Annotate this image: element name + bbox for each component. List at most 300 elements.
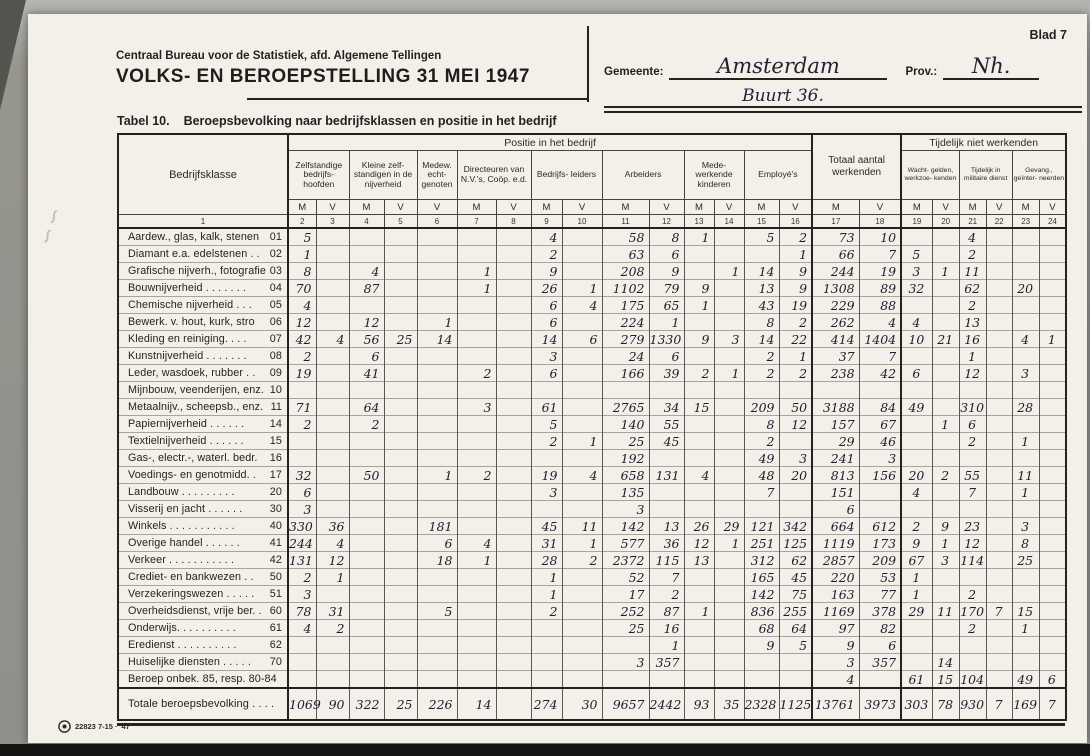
row-label-text [119,588,287,600]
table-title: Beroepsbevolking naar bedrijfsklassen en positie in het bedrijf [183,114,557,128]
value-cell: 1 [649,637,684,654]
row-label-name: Kunstnijverheid . . . . . . . [128,350,247,362]
row-label [118,228,288,246]
value-cell [932,348,959,365]
table-row [118,450,1066,467]
value-cell [1039,637,1066,654]
row-label [118,603,288,620]
value-cell: 114 [959,552,986,569]
row-code: 10 [269,384,282,396]
value-cell: 303 [901,688,932,720]
value-cell [1039,228,1066,246]
value-cell: 1 [779,246,812,263]
row-label-text [119,350,287,362]
value-cell [417,246,457,263]
value-cell: 209 [744,399,779,416]
value-cell [417,637,457,654]
value-cell: 12 [316,552,349,569]
row-label [118,569,288,586]
value-cell [959,569,986,586]
value-cell: 2 [744,365,779,382]
value-cell [714,314,744,331]
value-cell [417,654,457,671]
value-cell: 255 [779,603,812,620]
value-cell: 5 [417,603,457,620]
row-label-text [119,418,287,430]
value-cell [457,348,496,365]
table-row [118,280,1066,297]
value-cell: 1 [562,280,602,297]
row-label-name: Eredienst . . . . . . . . . . [128,639,237,651]
value-cell [349,518,384,535]
value-cell: 45 [531,518,562,535]
value-cell [316,450,349,467]
value-cell [384,552,417,569]
value-cell: 1 [1012,484,1039,501]
value-cell: 1 [531,569,562,586]
value-cell [1039,348,1066,365]
col-header-mv: M [531,200,562,215]
col-number: 5 [384,215,417,229]
value-cell: 5 [531,416,562,433]
value-cell [959,654,986,671]
value-cell: 142 [602,518,649,535]
value-cell [316,382,349,399]
value-cell [384,586,417,603]
value-cell: 8 [744,314,779,331]
value-cell: 45 [649,433,684,450]
row-label-text [119,231,287,243]
value-cell [684,654,714,671]
value-cell: 4 [562,297,602,314]
row-label-name: Visserij en jacht . . . . . . [128,503,243,515]
value-cell [496,535,531,552]
value-cell: 1330 [649,331,684,348]
value-cell: 45 [779,569,812,586]
value-cell: 14 [744,331,779,348]
row-label-name: Verzekeringswezen . . . . . [128,588,255,600]
value-cell [1012,501,1039,518]
value-cell: 1 [1012,620,1039,637]
row-label [118,535,288,552]
row-code: 02 [269,248,282,260]
value-cell [316,654,349,671]
col-number: 3 [316,215,349,229]
value-cell: 8 [744,416,779,433]
value-cell [457,246,496,263]
value-cell: 6 [531,314,562,331]
value-cell: 3188 [812,399,859,416]
value-cell: 25 [1012,552,1039,569]
value-cell [496,348,531,365]
value-cell: 43 [744,297,779,314]
value-cell: 3 [531,348,562,365]
value-cell [744,501,779,518]
value-cell [932,365,959,382]
col-number: 7 [457,215,496,229]
row-label [118,314,288,331]
value-cell [932,620,959,637]
value-cell [1012,228,1039,246]
value-cell: 930 [959,688,986,720]
col-number: 15 [744,215,779,229]
value-cell [417,620,457,637]
value-cell [1039,450,1066,467]
value-cell [901,501,932,518]
value-cell [932,314,959,331]
value-cell: 4 [349,263,384,280]
prov-field [943,56,1039,80]
col-header-mv: M [457,200,496,215]
value-cell: 7 [744,484,779,501]
value-cell: 19 [531,467,562,484]
header-divider [587,26,589,102]
value-cell [602,382,649,399]
value-cell [288,450,316,467]
row-code: 30 [269,503,282,515]
gemeente-field [669,56,887,80]
value-cell: 3 [859,450,901,467]
value-cell: 9 [812,637,859,654]
value-cell [779,382,812,399]
value-cell [1039,382,1066,399]
value-cell [562,637,602,654]
value-cell: 2 [316,620,349,637]
row-label-name: Mijnbouw, veenderijen, enz. [128,384,264,396]
printer-emblem-icon [58,720,71,733]
col-header-mv: M [959,200,986,215]
value-cell [384,620,417,637]
value-cell: 6 [1039,671,1066,689]
value-cell [562,382,602,399]
row-code: 60 [269,605,282,617]
row-label [118,467,288,484]
value-cell [349,603,384,620]
value-cell [384,348,417,365]
value-cell: 22 [779,331,812,348]
value-cell: 62 [779,552,812,569]
value-cell: 1 [932,263,959,280]
value-cell: 1 [316,569,349,586]
row-label-text [119,299,287,311]
value-cell [986,501,1012,518]
value-cell [1012,246,1039,263]
value-cell: 192 [602,450,649,467]
value-cell [986,228,1012,246]
value-cell [496,484,531,501]
value-cell [496,263,531,280]
col-header-mv: M [684,200,714,215]
value-cell [316,416,349,433]
value-cell: 5 [288,228,316,246]
value-cell: 7 [986,603,1012,620]
value-cell: 9 [684,331,714,348]
value-cell: 14 [932,654,959,671]
value-cell [986,654,1012,671]
value-cell [496,280,531,297]
col-header-mv: V [1039,200,1066,215]
value-cell [1012,416,1039,433]
value-cell [349,297,384,314]
value-cell [932,297,959,314]
col-number: 14 [714,215,744,229]
value-cell [562,484,602,501]
value-cell [1012,314,1039,331]
value-cell [531,654,562,671]
value-cell: 55 [959,467,986,484]
value-cell: 1 [562,433,602,450]
value-cell [496,297,531,314]
col-header-mv: M [812,200,859,215]
value-cell [417,263,457,280]
value-cell [496,365,531,382]
value-cell: 13 [649,518,684,535]
value-cell [986,416,1012,433]
value-cell: 29 [714,518,744,535]
value-cell [779,484,812,501]
value-cell [384,280,417,297]
value-cell [384,535,417,552]
value-cell: 7 [986,688,1012,720]
row-label [118,450,288,467]
value-cell: 67 [859,416,901,433]
value-cell [496,620,531,637]
value-cell [932,228,959,246]
value-cell [496,433,531,450]
value-cell: 2 [288,569,316,586]
col-group-header: Employé's [744,151,812,200]
col-header-tijdelijk: Tijdelijk niet werkenden [901,134,1066,151]
value-cell [384,654,417,671]
row-label [118,280,288,297]
value-cell: 7 [1039,688,1066,720]
value-cell: 8 [1012,535,1039,552]
value-cell [384,501,417,518]
value-cell [744,382,779,399]
col-number: 6 [417,215,457,229]
table-row [118,365,1066,382]
value-cell [417,484,457,501]
value-cell: 25 [384,331,417,348]
row-label-text [119,452,287,464]
value-cell [714,280,744,297]
value-cell [496,654,531,671]
value-cell: 78 [932,688,959,720]
value-cell [1039,297,1066,314]
value-cell: 378 [859,603,901,620]
table-row [118,348,1066,365]
value-cell [1012,637,1039,654]
row-code: 16 [269,452,282,464]
value-cell [932,637,959,654]
value-cell: 50 [779,399,812,416]
value-cell: 11 [959,263,986,280]
value-cell [496,450,531,467]
value-cell: 4 [457,535,496,552]
row-label-name: Aardew., glas, kalk, stenen [128,231,260,243]
value-cell: 89 [859,280,901,297]
value-cell: 48 [744,467,779,484]
value-cell [457,620,496,637]
value-cell [959,450,986,467]
value-cell [1039,280,1066,297]
value-cell: 4 [812,671,859,689]
value-cell: 12 [349,314,384,331]
value-cell: 15 [1012,603,1039,620]
value-cell [316,246,349,263]
value-cell [417,586,457,603]
value-cell: 11 [1012,467,1039,484]
value-cell [384,637,417,654]
value-cell [1039,552,1066,569]
value-cell: 1125 [779,688,812,720]
value-cell [496,331,531,348]
table-row [118,569,1066,586]
value-cell: 4 [684,467,714,484]
value-cell: 17 [602,586,649,603]
row-label-name: Papiernijverheid . . . . . . [128,418,245,430]
value-cell: 6 [417,535,457,552]
value-cell: 31 [531,535,562,552]
value-cell [417,382,457,399]
value-cell: 163 [812,586,859,603]
row-label [118,671,288,689]
value-cell [649,501,684,518]
value-cell [744,654,779,671]
col-header-mv: M [901,200,932,215]
col-group-header: Arbeiders [602,151,684,200]
value-cell [316,280,349,297]
value-cell [684,382,714,399]
value-cell: 84 [859,399,901,416]
table-row [118,263,1066,280]
value-cell [859,484,901,501]
row-label-text [119,656,287,668]
value-cell [779,433,812,450]
value-cell: 9 [779,280,812,297]
value-cell: 357 [649,654,684,671]
value-cell: 62 [959,280,986,297]
value-cell: 63 [602,246,649,263]
value-cell: 29 [812,433,859,450]
value-cell [417,433,457,450]
value-cell: 6 [901,365,932,382]
value-cell [602,637,649,654]
value-cell [684,348,714,365]
value-cell: 26 [531,280,562,297]
value-cell [986,314,1012,331]
value-cell: 52 [602,569,649,586]
row-label-name: Gas-, electr.-, waterl. bedr. [128,452,258,464]
value-cell [986,535,1012,552]
value-cell: 13 [744,280,779,297]
value-cell: 2 [349,416,384,433]
value-cell: 1 [457,552,496,569]
table-area [117,114,1067,726]
value-cell [1039,518,1066,535]
row-label-name: Diamant e.a. edelstenen . . [128,248,260,260]
value-cell [496,552,531,569]
value-cell: 3 [531,484,562,501]
value-cell: 3 [901,263,932,280]
table-caption [117,114,1067,128]
row-code: 01 [269,231,282,243]
value-cell [349,484,384,501]
col-header-bedrijfsklasse: Bedrijfsklasse [118,134,288,215]
value-cell [684,501,714,518]
table-row [118,552,1066,569]
value-cell: 1 [684,228,714,246]
value-cell: 21 [932,331,959,348]
value-cell [496,314,531,331]
value-cell [714,450,744,467]
value-cell [562,671,602,689]
value-cell [684,433,714,450]
value-cell [1039,620,1066,637]
value-cell: 11 [932,603,959,620]
value-cell: 34 [649,399,684,416]
value-cell: 1404 [859,331,901,348]
table-row [118,416,1066,433]
census-table [117,133,1067,721]
value-cell: 66 [812,246,859,263]
col-number: 24 [1039,215,1066,229]
value-cell: 6 [649,348,684,365]
col-header-totaal: Totaal aantal werkenden [812,134,901,200]
value-cell: 2 [457,365,496,382]
row-label-name: Bewerk. v. hout, kurk, stro [128,316,255,328]
value-cell: 70 [288,280,316,297]
col-group-header: Wacht- gelden, werkzoe- kenden [901,151,959,200]
prov-label: Prov.: [905,66,938,78]
value-cell [316,399,349,416]
value-cell: 37 [812,348,859,365]
value-cell [986,569,1012,586]
value-cell [684,314,714,331]
row-label [118,654,288,671]
col-number: 22 [986,215,1012,229]
value-cell: 68 [744,620,779,637]
value-cell: 61 [901,671,932,689]
value-cell [316,586,349,603]
value-cell: 241 [812,450,859,467]
row-label [118,399,288,416]
value-cell: 6 [562,331,602,348]
value-cell [986,399,1012,416]
value-cell [316,637,349,654]
value-cell [649,450,684,467]
value-cell: 414 [812,331,859,348]
value-cell: 330 [288,518,316,535]
footer-code: 22823 7-15 · '47 [75,722,130,731]
table-row [118,297,1066,314]
value-cell: 10 [901,331,932,348]
org-line: Centraal Bureau voor de Statistiek, afd. Algemene Tellingen [116,50,442,62]
value-cell [932,399,959,416]
row-code: 14 [269,418,282,430]
value-cell [1012,297,1039,314]
value-cell [349,620,384,637]
value-cell: 208 [602,263,649,280]
value-cell [531,620,562,637]
row-code: 07 [269,333,282,345]
col-number: 12 [649,215,684,229]
value-cell [714,671,744,689]
buurt-value: Buurt 36. [742,86,824,106]
col-group-header: Mede- werkende kinderen [684,151,744,200]
value-cell: 3 [1012,518,1039,535]
page-title: VOLKS- EN BEROEPSTELLING 31 MEI 1947 [116,66,530,87]
